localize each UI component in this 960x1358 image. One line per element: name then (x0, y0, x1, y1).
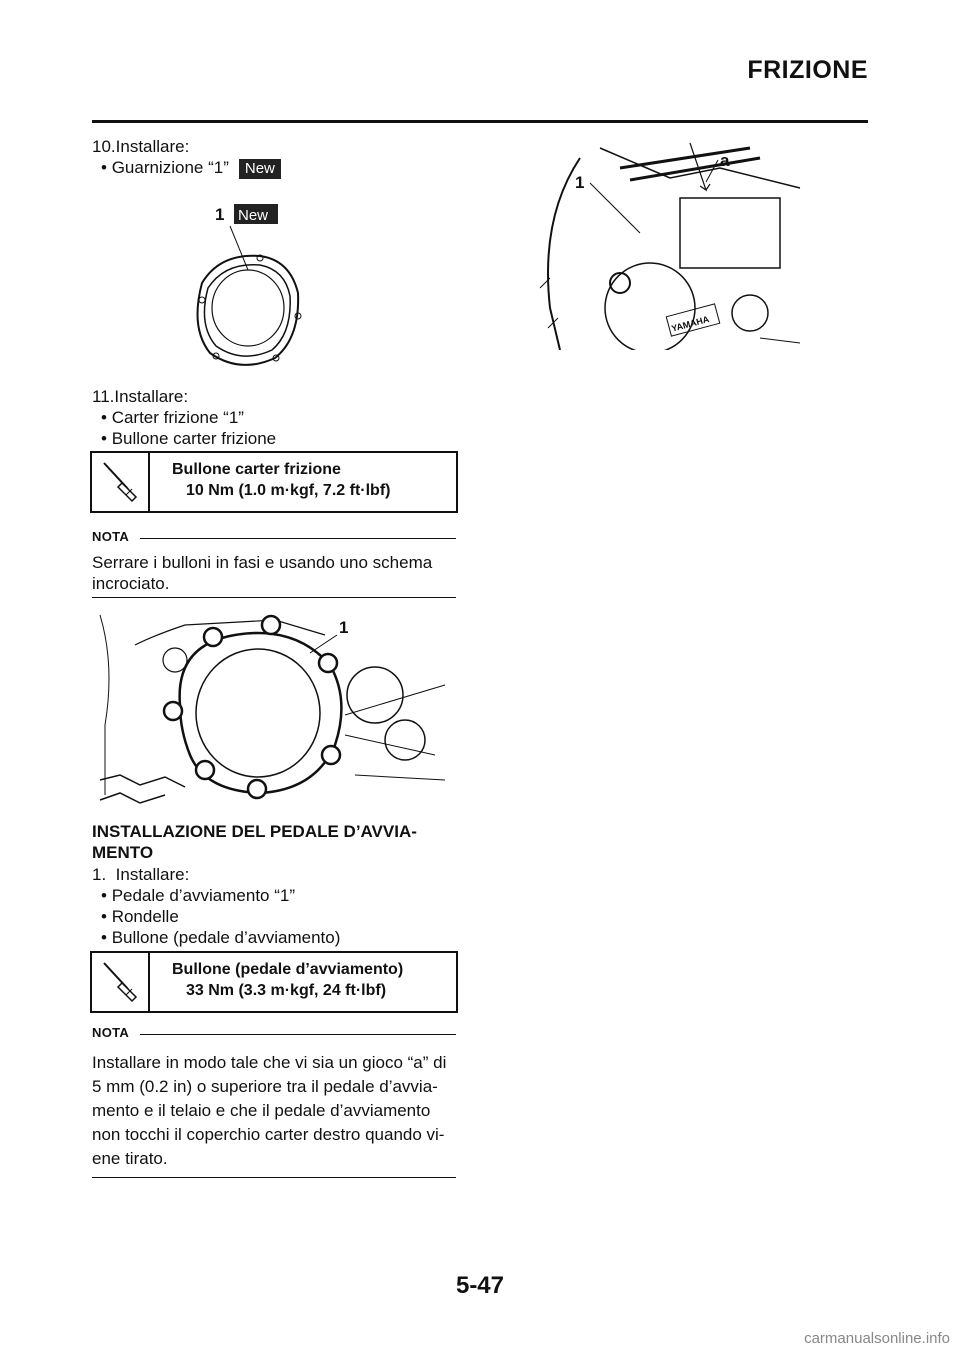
new-badge: New (239, 159, 281, 179)
step-number: 11. (92, 387, 115, 406)
list-item: • Rondelle (101, 906, 179, 927)
callout-1: 1 (339, 618, 349, 637)
section-heading-line: INSTALLAZIONE DEL PEDALE D’AVVIA- (92, 822, 417, 841)
step-number: 1. (92, 865, 107, 884)
list-item: • Carter frizione “1” (101, 407, 244, 428)
step-11-heading (92, 386, 188, 407)
new-badge-text: New (238, 207, 269, 224)
nota-text-line: 5 mm (0.2 in) o superiore tra il pedale d’avvia- (92, 1077, 438, 1096)
torque-spec-box (90, 451, 458, 513)
brand-label: YAMAHA (670, 314, 711, 334)
torque-spec-title: Bullone carter frizione (172, 461, 341, 478)
torque-spec-value: 10 Nm (1.0 m·kgf, 7.2 ft·lbf) (186, 482, 391, 499)
gasket-figure (180, 198, 310, 373)
nota-text-line: Installare in modo tale che vi sia un gioco “a” di (92, 1053, 447, 1072)
nota-label: NOTA (92, 529, 130, 544)
page-number: 5-47 (455, 1272, 505, 1299)
torque-wrench-icon (92, 453, 150, 511)
clutch-cover-figure (95, 605, 457, 808)
kick-pedal-figure (520, 138, 820, 350)
step-label: Installare: (114, 387, 189, 406)
callout-a: a (720, 151, 730, 170)
section-heading-line: MENTO (92, 843, 154, 862)
step-10-heading (92, 136, 189, 157)
step-1-heading (92, 864, 189, 885)
list-item: • Pedale d’avviamento “1” (101, 885, 295, 906)
step-number: 10. (92, 137, 116, 156)
nota-text-line: incrociato. (92, 574, 170, 593)
torque-wrench-icon (92, 953, 150, 1011)
nota-divider (92, 1177, 456, 1178)
page-title: FRIZIONE (747, 56, 868, 84)
torque-spec-value: 33 Nm (3.3 m·kgf, 24 ft·lbf) (186, 982, 387, 999)
torque-spec-title: Bullone (pedale d’avviamento) (172, 961, 404, 978)
nota-text-line: mento e il telaio e che il pedale d’avviamento (92, 1101, 431, 1120)
nota-divider (140, 538, 456, 539)
list-item: • Bullone (pedale d’avviamento) (101, 927, 340, 948)
header-divider (92, 120, 868, 123)
nota-divider (140, 1034, 456, 1035)
nota-text-line: Serrare i bulloni in fasi e usando uno schema (92, 553, 433, 572)
list-item: • Bullone carter frizione (101, 428, 276, 449)
step-label: Installare: (115, 865, 190, 884)
watermark-link[interactable]: carmanualsonline.info (804, 1330, 950, 1347)
callout-1: 1 (575, 173, 585, 192)
list-item: • Guarnizione “1” (101, 158, 229, 177)
nota-text-line: non tocchi il coperchio carter destro quando vi- (92, 1125, 445, 1144)
torque-spec-text (172, 959, 403, 1001)
step-10-item (101, 157, 281, 179)
nota-text-line: ene tirato. (92, 1149, 168, 1168)
torque-spec-box (90, 951, 458, 1013)
callout-1: 1 (215, 205, 225, 224)
torque-spec-text (172, 459, 390, 501)
nota-divider (92, 597, 456, 598)
step-label: Installare: (115, 137, 190, 156)
nota-label: NOTA (92, 1025, 130, 1040)
